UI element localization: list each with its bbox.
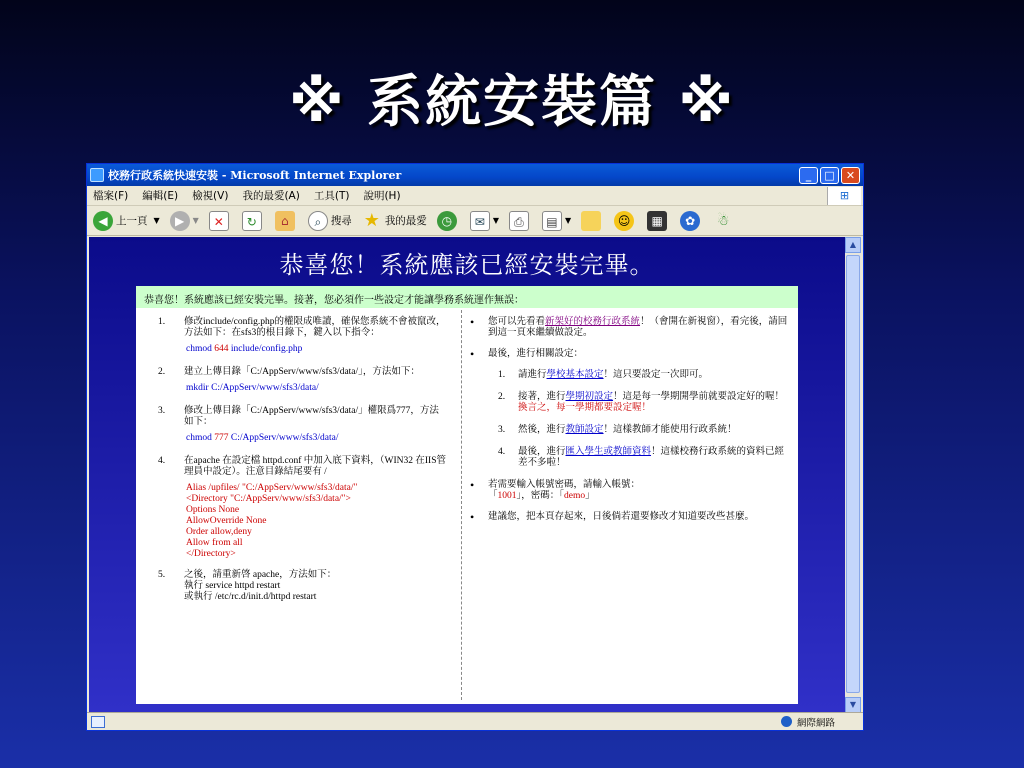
printer-icon: ⎙ — [509, 211, 529, 231]
step-text — [518, 425, 788, 436]
media-icon: ✿ — [680, 211, 700, 231]
ie-icon — [90, 168, 104, 182]
school-settings-link[interactable]: 學校基本設定 — [546, 370, 604, 380]
slide-title: ※ 系統安裝篇 ※ — [289, 70, 735, 135]
step-text: 修改上傳目錄「C:/AppServ/www/sfs3/data/」權限爲777，方法如下： — [184, 406, 439, 427]
text-segment: 請進行 — [518, 370, 547, 380]
right-column — [462, 308, 798, 704]
stop-button[interactable] — [209, 211, 232, 231]
step-number: 1. — [498, 370, 506, 380]
bullet-dot: • — [470, 347, 475, 361]
star-icon: ★ — [363, 209, 380, 231]
bullet-dot: • — [470, 510, 475, 524]
cmd-path: include/config.php — [228, 344, 303, 354]
home-button[interactable] — [275, 211, 298, 231]
import-data-link[interactable]: 匯入學生或教師資料 — [565, 447, 652, 457]
step-5 — [158, 570, 447, 603]
step-number: 3. — [498, 425, 506, 435]
bullet-dot: • — [470, 478, 475, 492]
menu-bar — [87, 186, 863, 206]
forward-arrow-icon: ▶ — [170, 211, 190, 231]
config-line: <Directory "C:/AppServ/www/sfs3/data/"> — [186, 494, 351, 504]
contacts-button[interactable] — [713, 211, 736, 231]
maximize-button[interactable]: □ — [820, 167, 839, 184]
apache-config-block — [158, 483, 447, 560]
text-segment: 若需要輸入帳號密碼，請輸入帳號： — [488, 480, 641, 490]
step-text — [184, 570, 447, 603]
step-3 — [158, 406, 447, 428]
scroll-thumb[interactable] — [846, 255, 860, 693]
sub-step-4 — [498, 447, 788, 469]
step-number: 2. — [498, 392, 506, 402]
bullet-final-settings — [470, 349, 788, 360]
config-line: Allow from all — [186, 538, 243, 548]
sub-step-1 — [498, 370, 788, 381]
messenger-button[interactable] — [614, 211, 637, 231]
status-bar — [87, 712, 864, 730]
step-number: 4. — [158, 456, 166, 466]
step-2 — [158, 367, 447, 378]
vertical-scrollbar[interactable] — [845, 237, 861, 713]
bullet-text: 最後，進行相關設定： — [488, 349, 584, 359]
text-segment: ！這只要設定一次即可。 — [603, 370, 709, 380]
windows-logo-icon: ⊞ — [827, 187, 861, 205]
text-segment: 「 — [488, 491, 498, 501]
favorites-label: 我的最愛 — [384, 215, 427, 227]
bullet-view-system — [470, 317, 788, 339]
step-text: 建立上傳目錄「C:/AppServ/www/sfs3/data/」，方法如下： — [184, 367, 420, 377]
step-number: 4. — [498, 447, 506, 457]
mail-button[interactable]: ✉ ▼ — [470, 211, 499, 231]
search-button[interactable] — [308, 211, 352, 231]
page-status-icon — [91, 716, 105, 728]
config-line: </Directory> — [186, 549, 236, 559]
research-icon: ▦ — [647, 211, 667, 231]
account-value: 1001 — [497, 491, 517, 501]
zone-label: 網際網路 — [796, 717, 835, 729]
text-segment: 最後，進行 — [518, 447, 566, 457]
step-text: 在apache 在設定檔 httpd.conf 中加入底下資料，（WIN32 在IIS管理員中設定）。注意目錄結尾要有 / — [184, 456, 447, 477]
sub-step-3 — [498, 425, 788, 436]
menu-view[interactable]: 檢視(V) — [192, 190, 229, 202]
home-icon: ⌂ — [275, 211, 295, 231]
toolbar — [87, 206, 863, 236]
mail-icon: ✉ — [470, 211, 490, 231]
cmd-prefix: chmod — [186, 433, 215, 443]
bullet-text: 建議您，把本頁存起來，日後倘若還要修改才知道要改些甚麼。 — [488, 512, 755, 522]
command-chmod-644 — [158, 344, 447, 355]
edit-icon: ▤ — [542, 211, 562, 231]
text-segment: 」，密碼：「 — [516, 491, 565, 501]
config-line: Order allow,deny — [186, 527, 252, 537]
bullet-dot: • — [470, 315, 475, 329]
command-chmod-777 — [158, 433, 447, 444]
config-line: Options None — [186, 505, 240, 515]
text-segment: 」 — [585, 491, 595, 501]
refresh-button[interactable] — [242, 211, 265, 231]
teacher-settings-link[interactable]: 教師設定 — [565, 425, 604, 435]
restart-command-alt: 或執行 /etc/rc.d/init.d/httpd restart — [184, 592, 317, 602]
back-arrow-icon: ◀ — [93, 211, 113, 231]
intro-bar: 恭喜您！系統應該已經安裝完畢。接著，您必須作一些設定才能讓學務系統運作無誤： — [136, 286, 798, 308]
warning-text: 換言之，每一學期都要設定喔！ — [518, 403, 652, 413]
print-button[interactable] — [509, 211, 532, 231]
forward-button[interactable]: ▶ ▼ — [170, 211, 199, 231]
step-text — [518, 447, 788, 469]
text-segment: 接著，進行 — [518, 392, 566, 402]
smiley-icon: ☺ — [614, 211, 634, 231]
minimize-button[interactable]: _ — [799, 167, 818, 184]
new-system-link[interactable]: 新架好的校務行政系統 — [545, 317, 641, 327]
step-4 — [158, 456, 447, 478]
ie-window — [86, 163, 864, 731]
sub-step-2 — [498, 392, 788, 414]
step-number: 2. — [158, 367, 166, 377]
bullet-text — [488, 317, 788, 339]
menu-help[interactable]: 說明(H) — [363, 190, 401, 202]
menu-tools[interactable]: 工具(T) — [313, 190, 350, 202]
menu-favorites[interactable]: 我的最愛(A) — [242, 190, 300, 202]
page-heading: 恭喜您！系統應該已經安裝完畢。 — [279, 251, 655, 279]
cmd-mode: 644 — [214, 344, 229, 354]
text-segment: ！這樣校務行政系統的資料已經差不多啦！ — [518, 447, 785, 468]
text-segment: ！（會開在新視窗），看完後，請回到這一頁來繼續做設定。 — [488, 317, 788, 338]
media-button[interactable] — [680, 211, 703, 231]
step-number: 1. — [158, 317, 166, 327]
text-segment: ！這是每一學期開學前就要設定好的喔！ — [613, 392, 785, 402]
bullet-save-page — [470, 512, 788, 523]
left-column — [136, 308, 461, 704]
text-segment: ！這樣教師才能使用行政系統！ — [603, 425, 737, 435]
history-icon: ◷ — [437, 211, 457, 231]
scroll-up-button[interactable]: ▲ — [845, 237, 861, 253]
search-icon: ⌕ — [308, 211, 328, 231]
folder-button[interactable] — [581, 211, 604, 231]
research-button[interactable] — [647, 211, 670, 231]
globe-icon — [781, 716, 792, 727]
window-titlebar[interactable] — [87, 164, 863, 186]
window-title: 校務行政系統快速安裝 - Microsoft Internet Explorer — [108, 169, 402, 182]
config-line: Alias /upfiles/ "C:/AppServ/www/sfs3/data/" — [186, 483, 358, 493]
restart-command: 執行 service httpd restart — [184, 581, 281, 591]
contacts-icon: ☃ — [716, 212, 730, 229]
bullet-text — [488, 480, 788, 502]
step-5-text: 之後，請重新啓 apache，方法如下： — [184, 570, 337, 580]
step-text — [518, 392, 788, 414]
bullet-credentials — [470, 480, 788, 502]
folder-icon — [581, 211, 601, 231]
stop-icon: ✕ — [209, 211, 229, 231]
cmd-path: C:/AppServ/www/sfs3/data/ — [228, 433, 339, 443]
menu-edit[interactable]: 編輯(E) — [142, 190, 179, 202]
search-label: 搜尋 — [330, 215, 352, 227]
text-segment: 您可以先看看 — [488, 317, 546, 327]
step-number: 3. — [158, 406, 166, 416]
cmd-prefix: chmod — [186, 344, 215, 354]
content-panel — [136, 286, 798, 704]
password-value: demo — [564, 491, 586, 501]
page-viewport — [89, 237, 845, 713]
semester-settings-link[interactable]: 學期初設定 — [565, 392, 614, 402]
command-mkdir: mkdir C:/AppServ/www/sfs3/data/ — [186, 383, 319, 393]
cmd-mode: 777 — [214, 433, 229, 443]
favorites-button[interactable] — [362, 211, 427, 231]
back-label: 上一頁 — [116, 215, 148, 227]
step-text — [518, 370, 788, 381]
refresh-icon: ↻ — [242, 211, 262, 231]
close-button[interactable]: ✕ — [841, 167, 860, 184]
config-line: AllowOverride None — [186, 516, 267, 526]
step-1 — [158, 317, 447, 339]
security-zone — [781, 715, 835, 729]
menu-file[interactable]: 檔案(F) — [93, 190, 129, 202]
scroll-down-button[interactable]: ▼ — [845, 697, 861, 713]
back-button[interactable]: ◀ 上一頁 ▼ — [93, 211, 160, 231]
history-button[interactable] — [437, 211, 460, 231]
text-segment: 然後，進行 — [518, 425, 566, 435]
step-number: 5. — [158, 570, 166, 580]
edit-button[interactable]: ▤ ▼ — [542, 211, 571, 231]
step-text: 修改include/config.php的權限成唯讀，確保您系統不會被竄改，方法如下：在sfs3的根目錄下，鍵入以下指令： — [184, 317, 446, 338]
